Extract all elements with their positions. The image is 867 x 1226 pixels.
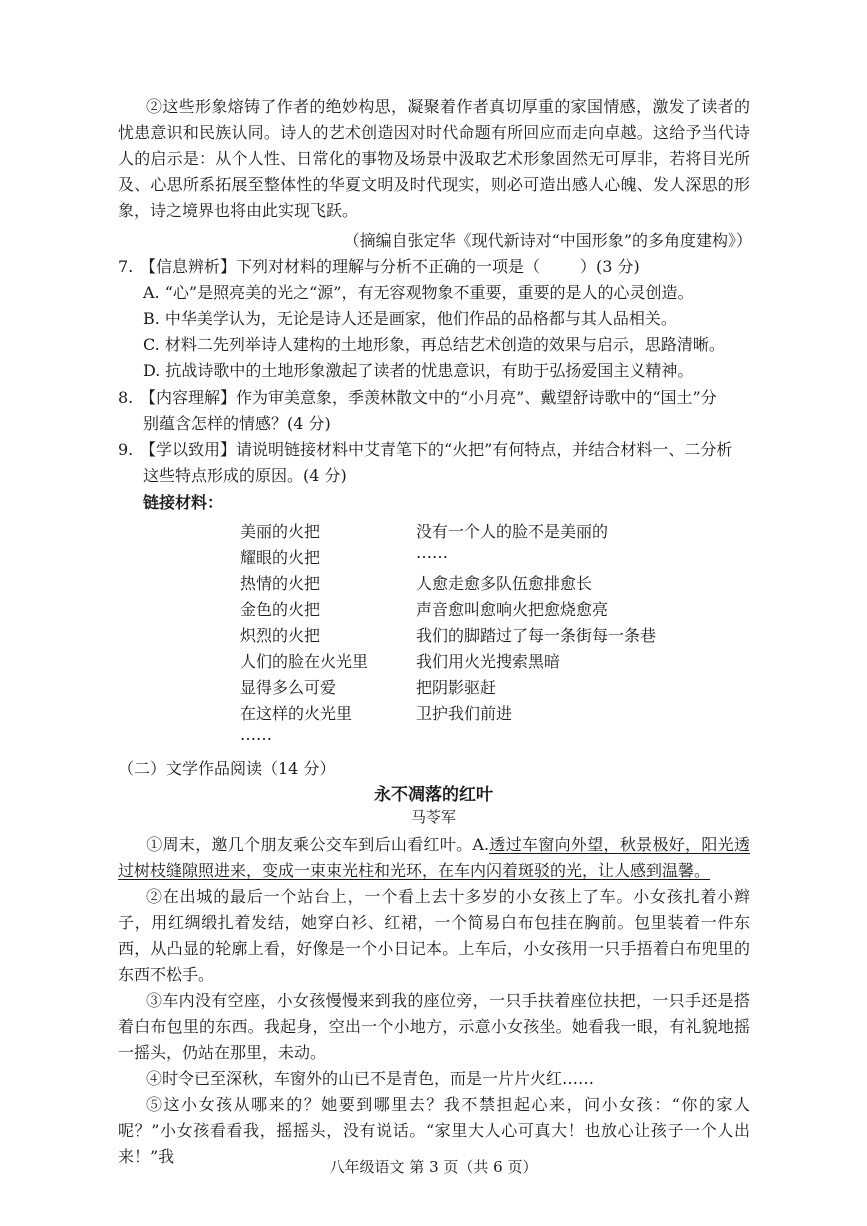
option-b: B. 中华美学认为，无论是诗人还是画家，他们作品的品格都与其人品相关。 bbox=[143, 309, 677, 328]
question-stem: 【信息辨析】下列对材料的理解与分析不正确的一项是（ bbox=[140, 257, 541, 276]
poem-line: 卫护我们前进 bbox=[416, 704, 513, 723]
poem-line: 把阴影驱赶 bbox=[416, 678, 497, 697]
article-paragraph-3: ③车内没有空座，小女孩慢慢来到我的座位旁，一只手扶着座位扶把，一只手还是搭着白布包里的东西。我起身，空出一个小地方，示意小女孩坐。她看我一眼，有礼貌地摇一摇头，仍站在那里，未动。 bbox=[118, 991, 750, 1062]
article-title: 永不凋落的红叶 bbox=[374, 785, 493, 805]
article-paragraph-1 bbox=[118, 832, 750, 884]
article-paragraph-5: ⑤这小女孩从哪来的？她要到哪里去？我不禁担起心来，问小女孩：“你的家人呢？”小女孩看看我，摇摇头，没有说话。“家里大人心可真大！也放心让孩子一个人出来！”我 bbox=[118, 1095, 750, 1166]
poem-line: 炽烈的火把 bbox=[240, 626, 321, 645]
question-number: 7. bbox=[118, 257, 134, 276]
question-stem: 【学以致用】请说明链接材料中艾青笔下的“火把”有何特点，并结合材料一、二分析 bbox=[140, 440, 733, 459]
question-9 bbox=[118, 437, 750, 463]
question-8-continued: 别蕴含怎样的情感？(4 分) bbox=[143, 414, 331, 433]
question-9-continued: 这些特点形成的原因。(4 分) bbox=[143, 466, 347, 485]
poem-line: 热情的火把 bbox=[240, 574, 321, 593]
poem-line: 金色的火把 bbox=[240, 600, 321, 619]
question-stem: 【内容理解】作为审美意象，季羡林散文中的“小月亮”、戴望舒诗歌中的“国土”分 bbox=[140, 388, 717, 407]
poem-line: …… bbox=[416, 543, 448, 562]
poem-line: 我们的脚踏过了每一条街每一条巷 bbox=[416, 626, 657, 645]
section-heading: （二）文学作品阅读（14 分） bbox=[118, 759, 336, 778]
underlined-sentence: 过树枝缝隙照进来，变成一束束光柱和光环，在车内闪着斑驳的光，让人感到温馨。 bbox=[118, 861, 711, 880]
poem-line: …… bbox=[240, 725, 272, 744]
poem-line: 人愈走愈多队伍愈排愈长 bbox=[416, 574, 593, 593]
poem-line: 人们的脸在火光里 bbox=[240, 652, 369, 671]
link-material-label: 链接材料： bbox=[143, 493, 224, 512]
poem-line: 在这样的火光里 bbox=[240, 704, 353, 723]
option-d: D. 抗战诗歌中的土地形象激起了读者的忧患意识，有助于弘扬爱国主义精神。 bbox=[143, 361, 694, 380]
poem-line: 美丽的火把 bbox=[240, 522, 321, 541]
question-score: ）(3 分) bbox=[580, 257, 640, 276]
material-paragraph: ②这些形象熔铸了作者的绝妙构思，凝聚着作者真切厚重的家国情感，激发了读者的忧患意识和民族认同。诗人的艺术创造因对时代命题有所回应而走向卓越。这给予当代诗人的启示是：从个人性、日常化的事物及场景中汲取艺术形象固然无可厚非，若将目光所及、心思所系拓展至整体性的华夏文明及时代现实，则必可造出感人心魄、发人深思的形象，诗之境界也将由此实现飞跃。 bbox=[118, 97, 750, 220]
material-source: （摘编自张定华《现代新诗对“中国形象”的多角度建构》） bbox=[343, 231, 752, 250]
option-a: A. “心”是照亮美的光之“源”，有无容观物象不重要，重要的是人的心灵创造。 bbox=[143, 283, 694, 302]
poem-line: 我们用火光搜索黑暗 bbox=[416, 652, 561, 671]
article-author: 马苓军 bbox=[410, 808, 456, 826]
question-8 bbox=[118, 385, 750, 411]
underlined-sentence: 透过车窗向外望，秋景极好，阳光透 bbox=[489, 835, 750, 854]
article-paragraph-4: ④时令已至深秋，车窗外的山已不是青色，而是一片片火红…… bbox=[146, 1069, 595, 1088]
question-7 bbox=[118, 254, 750, 280]
poem-line: 没有一个人的脸不是美丽的 bbox=[416, 522, 609, 541]
article-paragraph-2: ②在出城的最后一个站台上，一个看上去十多岁的小女孩上了车。小女孩扎着小辫子，用红绸缎扎着发结，她穿白衫、红裙，一个简易白布包挂在胸前。包里装着一件东西，从凸显的轮廓上看，好像是一个小日记本。上车后，小女孩用一只手捂着白布兜里的东西不松手。 bbox=[118, 887, 750, 984]
paragraph-text: ①周末，邀几个朋友乘公交车到后山看红叶。A. bbox=[146, 835, 490, 854]
page-footer: 八年级语文 第 3 页（共 6 页） bbox=[329, 1158, 538, 1176]
poem-line: 显得多么可爱 bbox=[240, 678, 337, 697]
option-c: C. 材料二先列举诗人建构的土地形象，再总结艺术创造的效果与启示，思路清晰。 bbox=[143, 335, 725, 354]
poem-line: 声音愈叫愈响火把愈烧愈亮 bbox=[416, 600, 609, 619]
question-number: 9. bbox=[118, 440, 134, 459]
question-number: 8. bbox=[118, 388, 134, 407]
poem-line: 耀眼的火把 bbox=[240, 548, 321, 567]
